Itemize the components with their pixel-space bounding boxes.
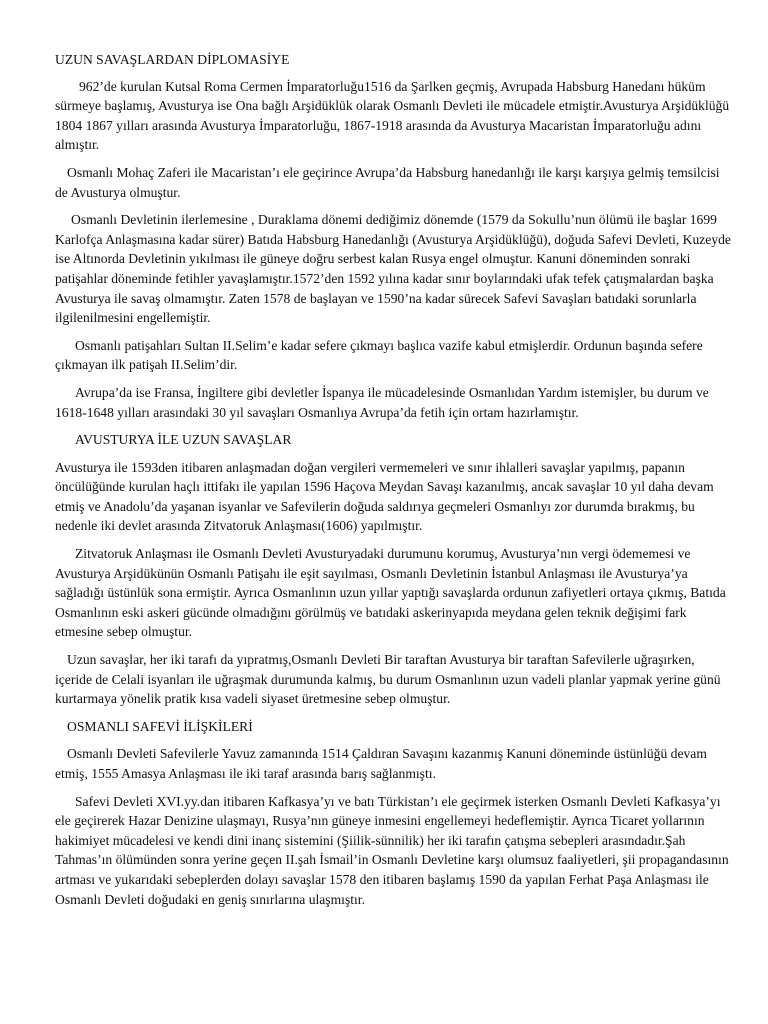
paragraph: Avrupa’da ise Fransa, İngiltere gibi devletler İspanya ile mücadelesinde Osmanlıdan Yardım istemişler, bu durum ve 1618-1648 yılları arasındaki 30 yıl savaşları Osmanlıya Avrupa’da fetih için ortam hazırlamıştır. <box>55 384 709 420</box>
paragraph: 962’de kurulan Kutsal Roma Cermen İmparatorluğu1516 da Şarlken geçmiş, Avrupada Habsburg Hanedanı hüküm sürmeye başlamış, Avusturya ise Ona bağlı Arşidüklük olarak Osmanlı Devleti ile mücadele etmiştir.Avusturya Arşidüklüğü 1804 1867 yılları arasında Avusturya İmparatorluğu, 1867-1918 arasında da Avusturya Macaristan İmparatorluğu adını almıştır. <box>55 78 730 153</box>
paragraph: Avusturya ile 1593den itibaren anlaşmadan doğan vergileri vermemeleri ve sınır ihlalleri savaşlar yapılmış, papanın öncülüğünde kurulan haçlı ittifakı ile yapılan 1596 Haçova Meydan Savaşı kazanılmış, ancak savaşlar 10 yıl daha devam etmiş ve Anadolu’da yaşanan isyanlar ve Safevilerin doğuda saldırıya geçmeleri Osmanlıyı zor durumda bırakmış, bu nedenle iki devlet arasında Zitvatoruk Anlaşması(1606) yapılmıştır. <box>55 459 714 534</box>
paragraph: Osmanlı Mohaç Zaferi ile Macaristan’ı ele geçirince Avrupa’da Habsburg hanedanlığı ile karşı karşıya gelmiş temsilcisi de Avusturya olmuştur. <box>55 164 720 200</box>
paragraph: Uzun savaşlar, her iki tarafı da yıpratmış,Osmanlı Devleti Bir taraftan Avusturya bir taraftan Safevilerle uğraşırken, içeride de Celali isyanları ile uğraşmak durumunda kalmış, bu durum Osmanlının uzun vadeli planlar yapmak yerine günü kurtarmaya yönelik pratik kısa vadeli siyaset üretmesine sebep olmuştur. <box>55 652 721 707</box>
section-heading: AVUSTURYA İLE UZUN SAVAŞLAR <box>75 432 292 448</box>
paragraph: Osmanlı Devletinin ilerlemesine , Duraklama dönemi dediğimiz dönemde (1579 da Sokullu’nun ölümü ile başlar 1699 Karlofça Anlaşmasına kadar sürer) Batıda Habsburg Hanedanlığı (Avusturya Arşidüklüğü), doğuda Safevi Devleti, Kuzeyde ise Altınorda Devletinin yıkılması ile güneye doğru serbest kalan Rusya engel olmuştur. Kanuni döneminden sonraki patişahlar döneminde fetihler yavaşlamıştır.1572’den 1592 yılına kadar sınır boylarındaki ufak tefek çatışmalardan başka Avusturya ile savaş olmamıştır. Zaten 1578 de başlayan ve 1590’na kadar sürecek Safevi Savaşları batıdaki sorunlarla ilgilenilmesini engellemiştir. <box>55 212 731 326</box>
paragraph: Osmanlı patişahları Sultan II.Selim’e kadar sefere çıkmayı başlıca vazife kabul etmişlerdir. Ordunun başında sefere çıkmayan ilk patişah II.Selim’dir. <box>55 337 703 373</box>
paragraph: Safevi Devleti XVI.yy.dan itibaren Kafkasya’yı ve batı Türkistan’ı ele geçirmek isterken Osmanlı Devleti Kafkasya’yı ele geçirerek Hazar Denizine ulaşmayı, Rusya’nın güneye inmesini engellemeyi hedeflemiştir. Ayrıca Ticaret yollarının hakimiyet mücadelesi ve kendi dini inanç sistemini (Şiilik-sünnilik) her iki tarafın çatışma sebepleri arasındadır.Şah Tahmas’ın ölümünden sonra yerine geçen II.şah İsmail’in Osmanlı Devletine karşı olumsuz faaliyetleri, şii propagandasının artması ve yukarıdaki sebeplerden dolayı savaşlar 1578 den itibaren başlamış 1590 da yapılan Ferhat Paşa Anlaşması ile Osmanlı Devleti doğudaki en geniş sınırlarına ulaşmıştır. <box>55 793 729 907</box>
section-heading: OSMANLI SAFEVİ İLİŞKİLERİ <box>67 718 253 734</box>
paragraph: Osmanlı Devleti Safevilerle Yavuz zamanında 1514 Çaldıran Savaşını kazanmış Kanuni döneminde üstünlüğü devam etmiş, 1555 Amasya Anlaşması ile iki taraf arasında barış sağlanmıştı. <box>55 746 707 781</box>
paragraph: Zitvatoruk Anlaşması ile Osmanlı Devleti Avusturyadaki durumunu korumuş, Avusturya’nın vergi ödememesi ve Avusturya Arşidükünün Osmanlı Patişahı ile eşit sayılması, Osmanlı Devletinin İstanbul Anlaşması ile Avusturya’ya sağladığı üstünlük sona ermiştir. Ayrıca Osmanlının uzun yıllar yaptığı savaşlarda ordunun zafiyetleri ortaya çıkmış, Batıda Osmanlının eski askeri gücünde olmadığını görülmüş ve batıdaki askerinyapıda meydana gelen teknik değişimi fark etmesine sebep olmuştur. <box>55 546 726 640</box>
document-title: UZUN SAVAŞLARDAN DİPLOMASİYE <box>55 52 290 67</box>
